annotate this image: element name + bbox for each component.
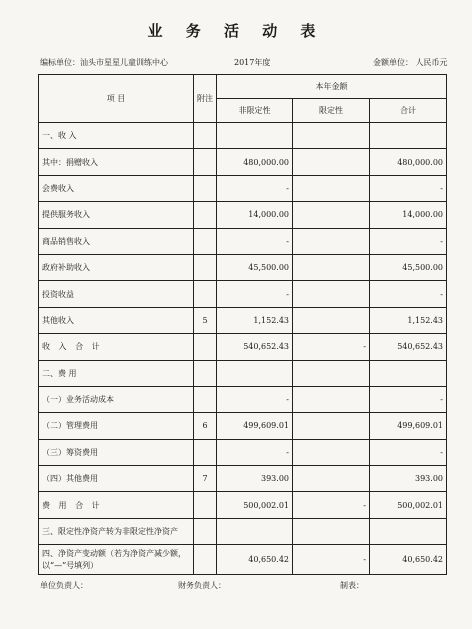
row-note — [194, 518, 217, 544]
row-restricted — [293, 228, 370, 254]
row-label: 收 入 合 计 — [39, 334, 194, 360]
row-label: 投资收益 — [39, 281, 194, 307]
row-note — [194, 545, 217, 575]
table-body — [39, 123, 447, 575]
table-row — [39, 413, 447, 439]
organization-label: 编标单位：汕头市星星儿童训练中心 — [40, 58, 168, 67]
row-unrestricted: - — [217, 439, 293, 465]
row-unrestricted: 393.00 — [217, 466, 293, 492]
row-label: 会费收入 — [39, 175, 194, 201]
row-restricted — [293, 439, 370, 465]
row-note — [194, 202, 217, 228]
row-label: （四）其他费用 — [39, 466, 194, 492]
row-total: 393.00 — [370, 466, 447, 492]
row-unrestricted — [217, 360, 293, 386]
row-label: 三、限定性净资产转为非限定性净资产 — [39, 518, 194, 544]
row-total: 500,002.01 — [370, 492, 447, 518]
table-row — [39, 360, 447, 386]
row-total: - — [370, 439, 447, 465]
header-item: 项 目 — [39, 75, 194, 123]
row-unrestricted: 540,652.43 — [217, 334, 293, 360]
row-restricted — [293, 518, 370, 544]
row-unrestricted: 45,500.00 — [217, 254, 293, 280]
row-restricted: - — [293, 492, 370, 518]
row-restricted — [293, 466, 370, 492]
table-row — [39, 518, 447, 544]
row-unrestricted: 40,650.42 — [217, 545, 293, 575]
row-restricted — [293, 386, 370, 412]
row-label: （一）业务活动成本 — [39, 386, 194, 412]
fiscal-year-label: 2017年度 — [234, 58, 271, 67]
table-row — [39, 386, 447, 412]
row-restricted: - — [293, 545, 370, 575]
row-total: - — [370, 386, 447, 412]
row-note — [194, 228, 217, 254]
row-restricted — [293, 307, 370, 333]
business-activity-table — [38, 74, 447, 575]
row-restricted — [293, 413, 370, 439]
row-unrestricted — [217, 123, 293, 149]
table-row — [39, 492, 447, 518]
report-title: 业 务 活 动 表 — [147, 22, 325, 40]
header-row-top — [39, 75, 447, 99]
row-unrestricted: - — [217, 228, 293, 254]
row-total — [370, 360, 447, 386]
row-label: （二）管理费用 — [39, 413, 194, 439]
table-row — [39, 175, 447, 201]
row-label: 提供服务收入 — [39, 202, 194, 228]
table-row — [39, 334, 447, 360]
row-label: （三）筹资费用 — [39, 439, 194, 465]
row-total: 1,152.43 — [370, 307, 447, 333]
row-note — [194, 281, 217, 307]
table-row — [39, 545, 447, 575]
row-restricted — [293, 123, 370, 149]
row-note — [194, 386, 217, 412]
row-total: 480,000.00 — [370, 149, 447, 175]
row-total: - — [370, 175, 447, 201]
currency-unit-label: 金额单位： 人民币元 — [373, 58, 448, 67]
table-row — [39, 466, 447, 492]
row-note — [194, 334, 217, 360]
row-label: 政府补助收入 — [39, 254, 194, 280]
row-total: 14,000.00 — [370, 202, 447, 228]
row-label: 商品销售收入 — [39, 228, 194, 254]
row-note — [194, 492, 217, 518]
header-amount: 本年金额 — [217, 75, 447, 99]
preparer-label: 制表： — [340, 581, 364, 590]
row-total: - — [370, 228, 447, 254]
row-restricted — [293, 175, 370, 201]
table-row — [39, 202, 447, 228]
row-label: 二、费 用 — [39, 360, 194, 386]
header-total: 合计 — [370, 99, 447, 123]
row-note — [194, 175, 217, 201]
row-note: 7 — [194, 466, 217, 492]
row-label: 费 用 合 计 — [39, 492, 194, 518]
row-label: 一、收 入 — [39, 123, 194, 149]
row-total — [370, 518, 447, 544]
row-note — [194, 123, 217, 149]
table-row — [39, 307, 447, 333]
table-row — [39, 254, 447, 280]
row-unrestricted: 500,002.01 — [217, 492, 293, 518]
row-total: 499,609.01 — [370, 413, 447, 439]
header-unrestricted: 非限定性 — [217, 99, 293, 123]
row-unrestricted: 499,609.01 — [217, 413, 293, 439]
row-label: 其中：捐赠收入 — [39, 149, 194, 175]
row-total: 40,650.42 — [370, 545, 447, 575]
row-unrestricted: 14,000.00 — [217, 202, 293, 228]
row-restricted — [293, 281, 370, 307]
table-row — [39, 228, 447, 254]
table-row — [39, 149, 447, 175]
row-note: 5 — [194, 307, 217, 333]
row-restricted — [293, 202, 370, 228]
row-restricted — [293, 360, 370, 386]
row-restricted: - — [293, 334, 370, 360]
table-row — [39, 281, 447, 307]
row-unrestricted — [217, 518, 293, 544]
header-note: 附注 — [194, 75, 217, 123]
unit-head-label: 单位负责人： — [40, 581, 88, 590]
row-note — [194, 360, 217, 386]
table-row — [39, 123, 447, 149]
row-unrestricted: - — [217, 175, 293, 201]
row-total: 540,652.43 — [370, 334, 447, 360]
row-unrestricted: - — [217, 386, 293, 412]
finance-head-label: 财务负责人： — [178, 581, 226, 590]
row-total: - — [370, 281, 447, 307]
row-unrestricted: 1,152.43 — [217, 307, 293, 333]
row-total: 45,500.00 — [370, 254, 447, 280]
header-restricted: 限定性 — [293, 99, 370, 123]
table-row — [39, 439, 447, 465]
row-restricted — [293, 254, 370, 280]
row-note — [194, 439, 217, 465]
row-note — [194, 254, 217, 280]
row-restricted — [293, 149, 370, 175]
row-label: 四、净资产变动额（若为净资产减少额，以“—”号填列） — [39, 545, 194, 575]
row-unrestricted: - — [217, 281, 293, 307]
row-note — [194, 149, 217, 175]
row-total — [370, 123, 447, 149]
row-unrestricted: 480,000.00 — [217, 149, 293, 175]
row-note: 6 — [194, 413, 217, 439]
row-label: 其他收入 — [39, 307, 194, 333]
